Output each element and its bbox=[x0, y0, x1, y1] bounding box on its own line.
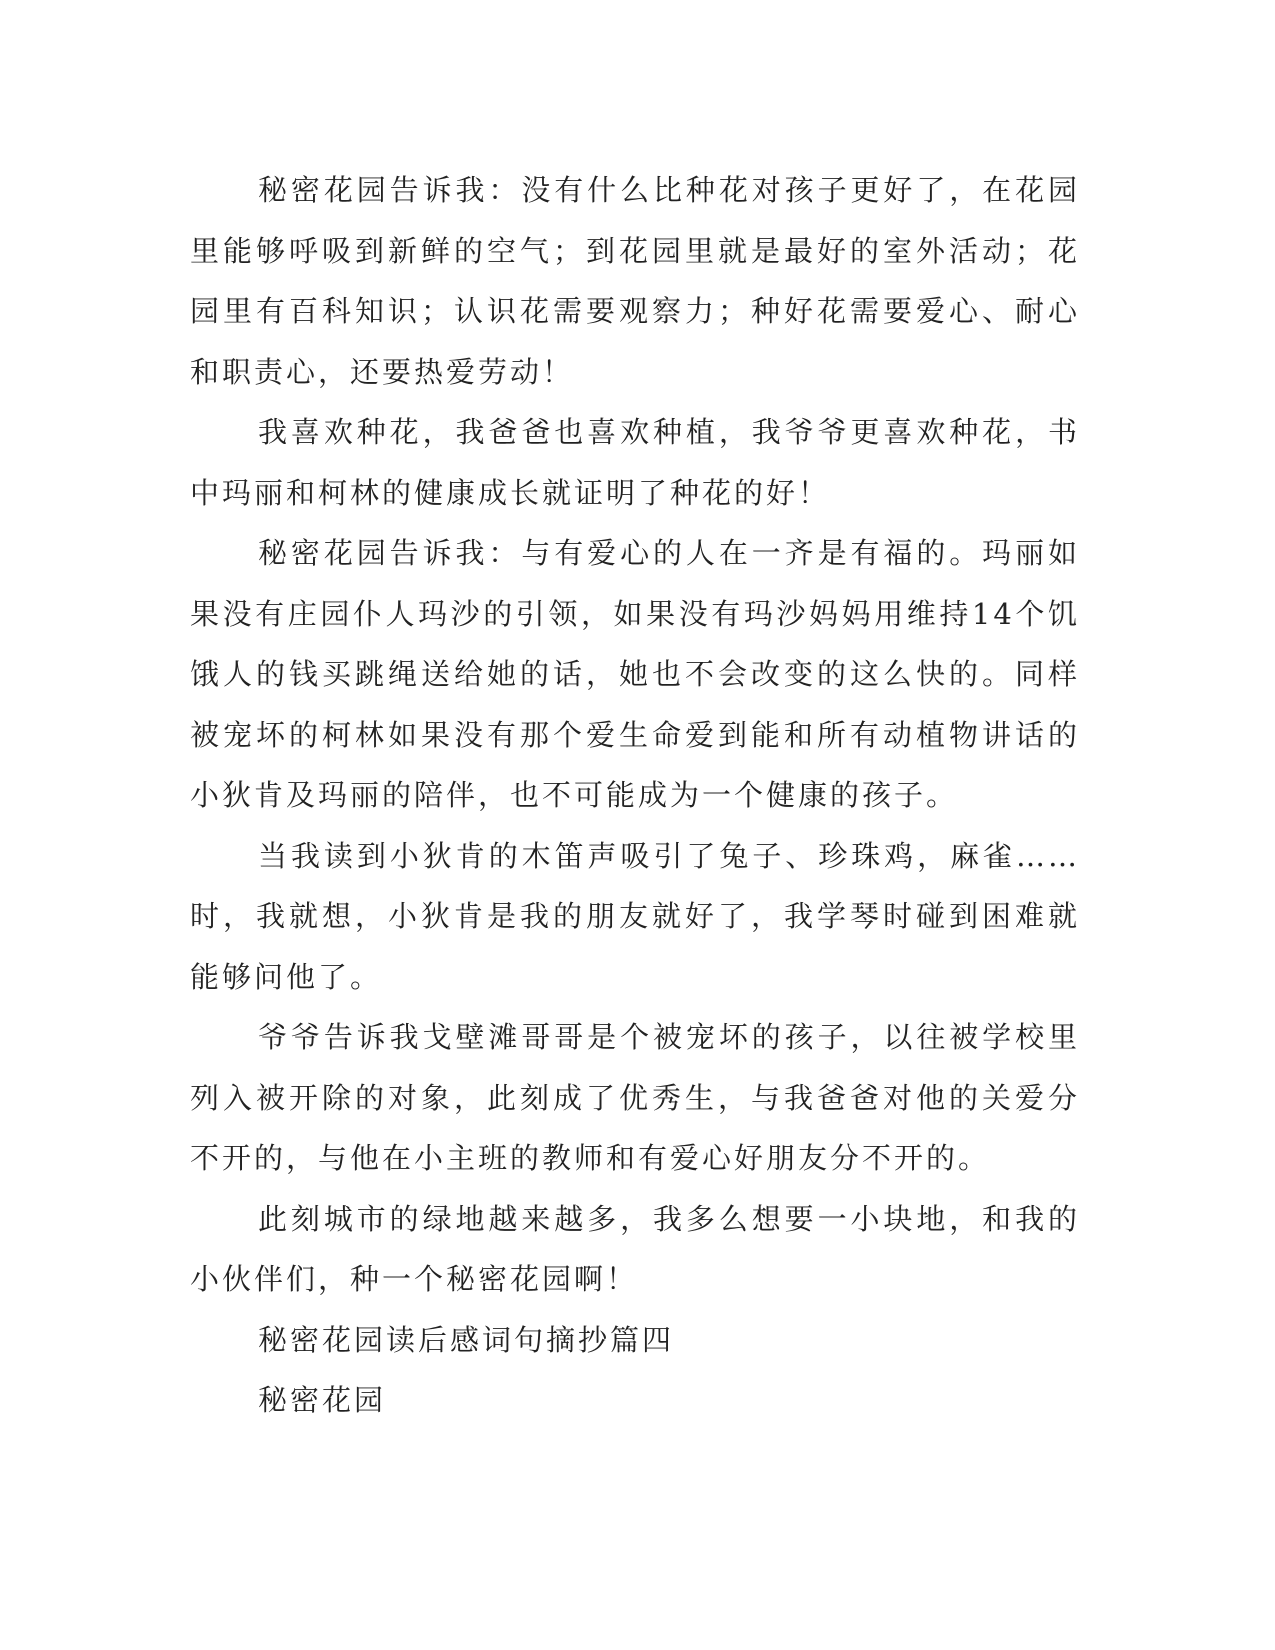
paragraph-1: 秘密花园告诉我：没有什么比种花对孩子更好了，在花园里能够呼吸到新鲜的空气；到花园里就是最好的室外活动；花园里有百科知识；认识花需要观察力；种好花需要爱心、耐心和职责心，还要热爱劳动！ bbox=[190, 173, 1080, 389]
section-subtitle: 秘密花园 bbox=[258, 1383, 387, 1417]
paragraph-2: 我喜欢种花，我爸爸也喜欢种植，我爷爷更喜欢种花，书中玛丽和柯林的健康成长就证明了种花的好！ bbox=[190, 415, 1080, 510]
section-title: 秘密花园读后感词句摘抄篇四 bbox=[258, 1322, 675, 1357]
document-body bbox=[190, 160, 1080, 1431]
paragraph-4: 当我读到小狄肯的木笛声吸引了兔子、珍珠鸡，麻雀……时，我就想，小狄肯是我的朋友就好了，我学琴时碰到困难就能够问他了。 bbox=[190, 838, 1080, 994]
paragraph-5: 爷爷告诉我戈壁滩哥哥是个被宠坏的孩子，以往被学校里列入被开除的对象，此刻成了优秀生，与我爸爸对他的关爱分不开的，与他在小主班的教师和有爱心好朋友分不开的。 bbox=[190, 1020, 1080, 1175]
paragraph-6: 此刻城市的绿地越来越多，我多么想要一小块地，和我的小伙伴们，种一个秘密花园啊！ bbox=[190, 1201, 1080, 1296]
paragraph-3: 秘密花园告诉我：与有爱心的人在一齐是有福的。玛丽如果没有庄园仆人玛沙的引领，如果没有玛沙妈妈用维持14个饥饿人的钱买跳绳送给她的话，她也不会改变的这么快的。同样被宠坏的柯林如果没有那个爱生命爱到能和所有动植物讲话的小狄肯及玛丽的陪伴，也不可能成为一个健康的孩子。 bbox=[190, 536, 1080, 812]
